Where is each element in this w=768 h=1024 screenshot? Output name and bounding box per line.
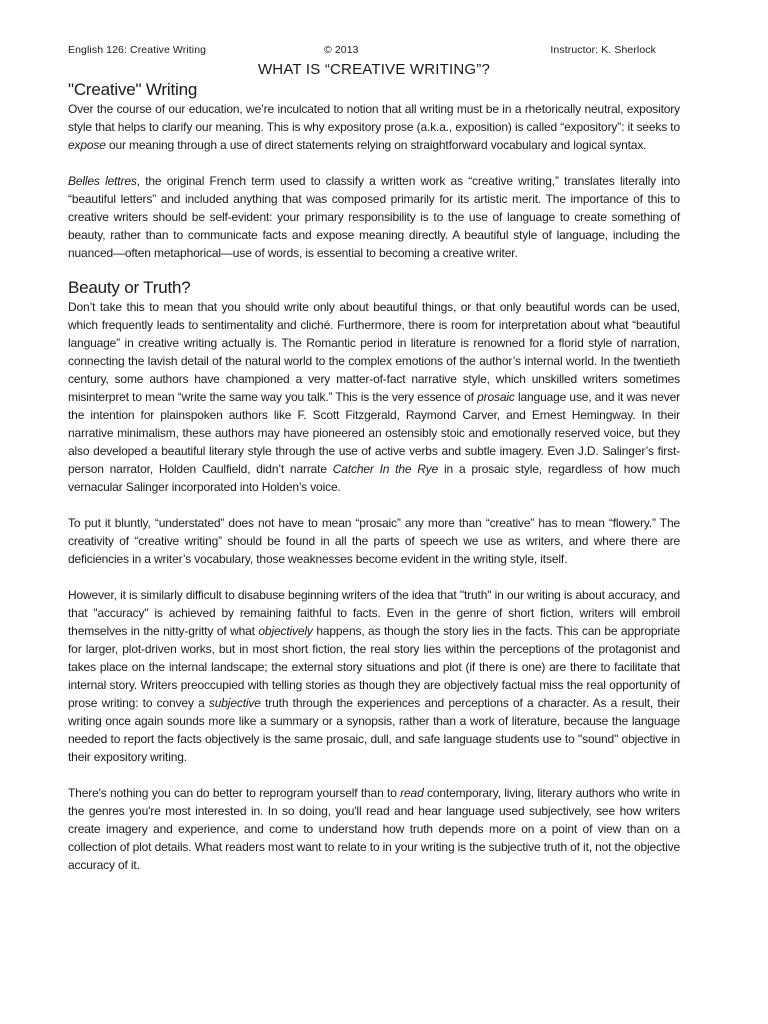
text-run: , the original French term used to classify a written work as “creative writing,” translates literally into “beautiful letters” and included anything that was composed primarily for its artistic merit. The importance of this to creative writers should be self-evident: your primary responsibility is to the use of language to create something of beauty, rather than to communicate facts and expose meaning directly. A beautiful style of language, including the nuanced—often metaphorical—use of words, is essential to becoming a creative writer. [68, 174, 680, 260]
text-run: language use, and it was never the intention for plainspoken authors like F. Scott Fitzgerald, Raymond Carver, and Ernest Hemingway. In their narrative minimalism, these authors may have pioneered an ostensibly stoic and emotionally reserved voice, but they also developed a beautiful literary style through the use of active verbs and subtle imagery. Even J.D. Salinger’s first-person narrator, Holden Caulfield, didn’t narrate [68, 390, 680, 476]
italic-term: objectively [258, 624, 313, 638]
paragraph-beautiful-things [68, 298, 680, 496]
text-run: To put it bluntly, “understated” does not have to mean “prosaic” any more than “creative” has to mean “flowery.” The creativity of “creative writing” should be found in all the parts of speech we use as writers, and where there are deficiencies in a writer’s vocabulary, those weaknesses become evident in the writing style, itself. [68, 516, 680, 566]
paragraph-belles-lettres [68, 172, 680, 262]
document-title: WHAT IS “CREATIVE WRITING”? [257, 61, 491, 78]
italic-term: expose [68, 138, 106, 152]
text-run: contemporary, living, literary authors who write in the genres you're most interested in. In so doing, you'll read and hear language used subjectively, see how writers create imagery and experience, and come to understand how truth depends more on a point of view than on a collection of plot details. What readers most want to relate to in your writing is the subjective truth of it, not the objective accuracy of it. [68, 786, 680, 872]
italic-term: subjective [208, 696, 261, 710]
instructor-name: Instructor: K. Sherlock [550, 44, 656, 56]
italic-term: read [400, 786, 424, 800]
paragraph-truth-accuracy [68, 586, 680, 766]
text-run: happens, as though the story lies in the facts. This can be appropriate for larger, plot-driven works, but in most short fiction, the real story lies within the perceptions of the protagonist and takes place on the internal landscape; the external story situations and plot (if there is one) are there to facilitate that internal story. Writers preoccupied with telling stories as though they are objectively factual miss the real opportunity of prose writing: to convey a [68, 624, 680, 710]
italic-title: Catcher In the Rye [332, 462, 439, 476]
document-page [68, 44, 680, 874]
text-run: There's nothing you can do better to reprogram yourself than to [68, 786, 401, 800]
section-heading-beauty-or-truth: Beauty or Truth? [68, 278, 191, 297]
text-run: truth through the experiences and perceptions of a character. As a result, their writing once again sounds more like a summary or a synopsis, rather than a work of literature, because the language needed to report the facts objectively is the same prosaic, dull, and safe language students use to "sound" objective in their expository writing. [68, 696, 680, 764]
page-header [68, 44, 680, 60]
text-run: However, it is similarly difficult to disabuse beginning writers of the idea that "truth" in our writing is about accuracy, and that "accuracy" is achieved by remaining faithful to facts. Even in the genre of short fiction, writers will embroil themselves in the nitty-gritty of what [68, 588, 680, 638]
paragraph-intro [68, 100, 680, 154]
paragraph-understated [68, 514, 680, 568]
italic-term: Belles lettres [68, 174, 137, 188]
text-run: our meaning through a use of direct statements relying on straightforward vocabulary and logical syntax. [105, 138, 647, 152]
italic-term: prosaic [477, 390, 515, 404]
text-run: Over the course of our education, we’re inculcated to notion that all writing must be in a rhetorically neutral, expository style that helps to clarify our meaning. This is why expository prose (a.k.a., exposition) is called “expository”: it seeks to [68, 102, 680, 134]
text-run: Don’t take this to mean that you should write only about beautiful things, or that only beautiful words can be used, which frequently leads to sentimentality and cliché. Furthermore, there is room for interpretation about what “beautiful language” in creative writing actually is. The Romantic period in literature is renowned for a florid style of narration, connecting the lavish detail of the natural world to the complex emotions of the author’s internal world. In the twentieth century, some authors have championed a very matter-of-fact narrative style, which unskilled writers sometimes misinterpret to mean “write the same way you talk.” This is the very essence of [68, 300, 680, 404]
text-run: in a prosaic style, regardless of how much vernacular Salinger incorporated into Holden’s voice. [68, 462, 680, 494]
copyright-notice: © 2013 [324, 44, 359, 56]
section-heading-creative-writing: "Creative" Writing [68, 80, 198, 99]
paragraph-reprogram [68, 784, 680, 874]
course-name: English 126: Creative Writing [68, 44, 207, 56]
